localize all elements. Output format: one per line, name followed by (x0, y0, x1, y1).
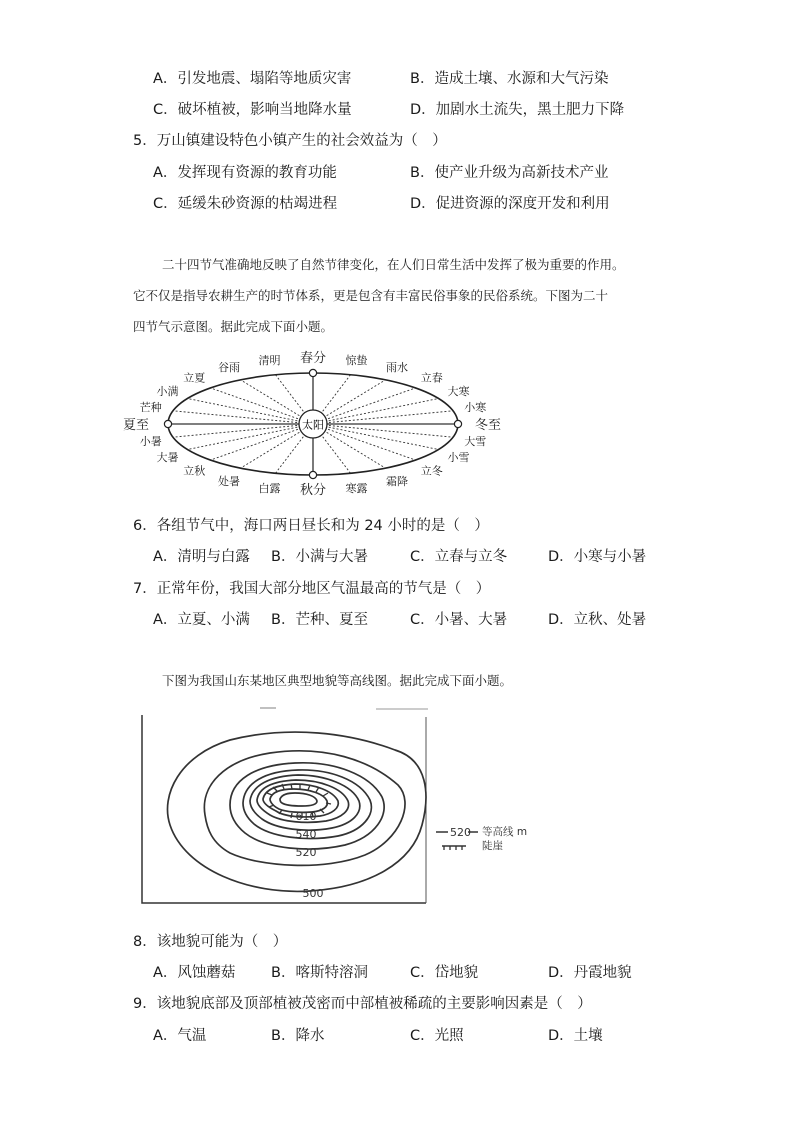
solar-term-label: 寒露 (345, 481, 368, 495)
q8-option-b[interactable]: B．喀斯特溶洞 (271, 965, 368, 981)
contour-line-610 (280, 793, 317, 806)
q9-option-b[interactable]: B．降水 (271, 1028, 325, 1044)
legend-contour-value: 520 (450, 826, 471, 839)
solar-term-label: 清明 (258, 354, 281, 368)
q8-option-a[interactable]: A．风蚀蘑菇 (153, 965, 236, 981)
q6-option-b[interactable]: B．小满与大暑 (271, 549, 368, 565)
orbit-spoke (173, 411, 313, 424)
q9-option-d[interactable]: D．土壤 (548, 1028, 603, 1044)
key-term-marker (454, 420, 461, 427)
q6-stem: 6．各组节气中，海口两日昼长和为 24 小时的是（ ） (133, 518, 489, 534)
solar-term-label: 惊蛰 (345, 354, 368, 368)
solar-term-label: 谷雨 (218, 360, 240, 374)
solar-term-label: 芒种 (139, 400, 162, 414)
solar-term-label: 小暑 (139, 435, 162, 449)
solar-term-label: 立冬 (420, 464, 443, 478)
solar-term-label: 小满 (156, 385, 179, 398)
orbit-spoke (313, 424, 439, 450)
q5-option-c[interactable]: C．延缓朱砂资源的枯竭进程 (153, 196, 338, 212)
contour-map (130, 705, 570, 915)
solar-term-label: 立秋 (183, 464, 206, 478)
passage1-line-2: 它不仅是指导农耕生产的时节体系，更是包含有丰富民俗事象的民俗系统。下图为二十 (133, 288, 609, 303)
orbit-spoke (313, 411, 453, 424)
q7-option-c[interactable]: C．小暑、大暑 (410, 612, 508, 628)
solar-term-label: 小寒 (464, 400, 487, 414)
passage1-line-3: 四节气示意图。据此完成下面小题。 (133, 319, 334, 334)
solar-term-label: 秋分 (299, 483, 327, 498)
q9-stem: 9．该地貌底部及顶部植被茂密而中部植被稀疏的主要影响因素是（ ） (133, 996, 592, 1012)
key-term-marker (309, 369, 316, 376)
q7-option-d[interactable]: D．立秋、处暑 (548, 612, 647, 628)
q6-option-a[interactable]: A．清明与白露 (153, 549, 250, 565)
q6-option-d[interactable]: D．小寒与小暑 (548, 549, 647, 565)
solar-term-label: 夏至 (122, 418, 150, 433)
q4-option-b[interactable]: B．造成土壤、水源和大气污染 (410, 71, 609, 87)
q6-option-c[interactable]: C．立春与立冬 (410, 549, 508, 565)
solar-term-label: 冬至 (474, 418, 502, 433)
key-term-marker (164, 420, 171, 427)
legend-contour-text: 等高线 m (482, 826, 528, 838)
q7-option-b[interactable]: B．芒种、夏至 (271, 612, 368, 628)
q4-option-a[interactable]: A．引发地震、塌陷等地质灾害 (153, 71, 352, 87)
orbit-spoke (173, 424, 313, 437)
orbit-spoke (187, 424, 313, 450)
contour-label-540: 540 (295, 828, 317, 841)
sun-label: 太阳 (302, 418, 324, 432)
q8-option-d[interactable]: D．丹霞地貌 (548, 965, 632, 981)
solar-term-label: 春分 (299, 351, 327, 366)
solar-terms-diagram (122, 350, 502, 498)
q5-stem: 5．万山镇建设特色小镇产生的社会效益为（ ） (133, 133, 447, 149)
q7-stem: 7．正常年份，我国大部分地区气温最高的节气是（ ） (133, 581, 491, 597)
solar-term-label: 立春 (420, 371, 443, 385)
q8-option-c[interactable]: C．岱地貌 (410, 965, 479, 981)
q9-option-a[interactable]: A．气温 (153, 1028, 207, 1044)
orbit-spoke (187, 399, 313, 425)
solar-term-label: 处暑 (218, 475, 240, 489)
q5-option-b[interactable]: B．使产业升级为高新技术产业 (410, 165, 609, 181)
q9-option-c[interactable]: C．光照 (410, 1028, 464, 1044)
q8-stem: 8．该地貌可能为（ ） (133, 934, 288, 950)
solar-term-label: 小雪 (447, 451, 470, 464)
contour-label-610: 610 (295, 810, 317, 823)
solar-term-label: 白露 (258, 481, 281, 495)
solar-term-label: 大雪 (464, 435, 487, 449)
legend-cliff-text: 陡崖 (482, 840, 503, 852)
q5-option-a[interactable]: A．发挥现有资源的教育功能 (153, 165, 337, 181)
solar-term-label: 霜降 (386, 475, 408, 489)
solar-term-label: 大寒 (447, 385, 470, 398)
contour-label-500: 500 (302, 887, 324, 900)
solar-term-label: 雨水 (386, 360, 408, 374)
solar-term-label: 大暑 (156, 451, 179, 464)
contour-label-520: 520 (295, 846, 317, 859)
q4-option-d[interactable]: D．加剧水土流失，黑土肥力下降 (410, 102, 625, 118)
map-legend (436, 825, 527, 852)
key-term-marker (309, 471, 316, 478)
orbit-spoke (313, 399, 439, 425)
solar-term-label: 立夏 (183, 371, 206, 385)
passage1-line-1: 二十四节气准确地反映了自然节律变化，在人们日常生活中发挥了极为重要的作用。 (162, 257, 625, 272)
orbit-spoke (313, 424, 453, 437)
q4-option-c[interactable]: C．破坏植被，影响当地降水量 (153, 102, 352, 118)
passage2: 下图为我国山东某地区典型地貌等高线图。据此完成下面小题。 (162, 673, 513, 688)
q5-option-d[interactable]: D．促进资源的深度开发和利用 (410, 196, 610, 212)
q7-option-a[interactable]: A．立夏、小满 (153, 612, 250, 628)
